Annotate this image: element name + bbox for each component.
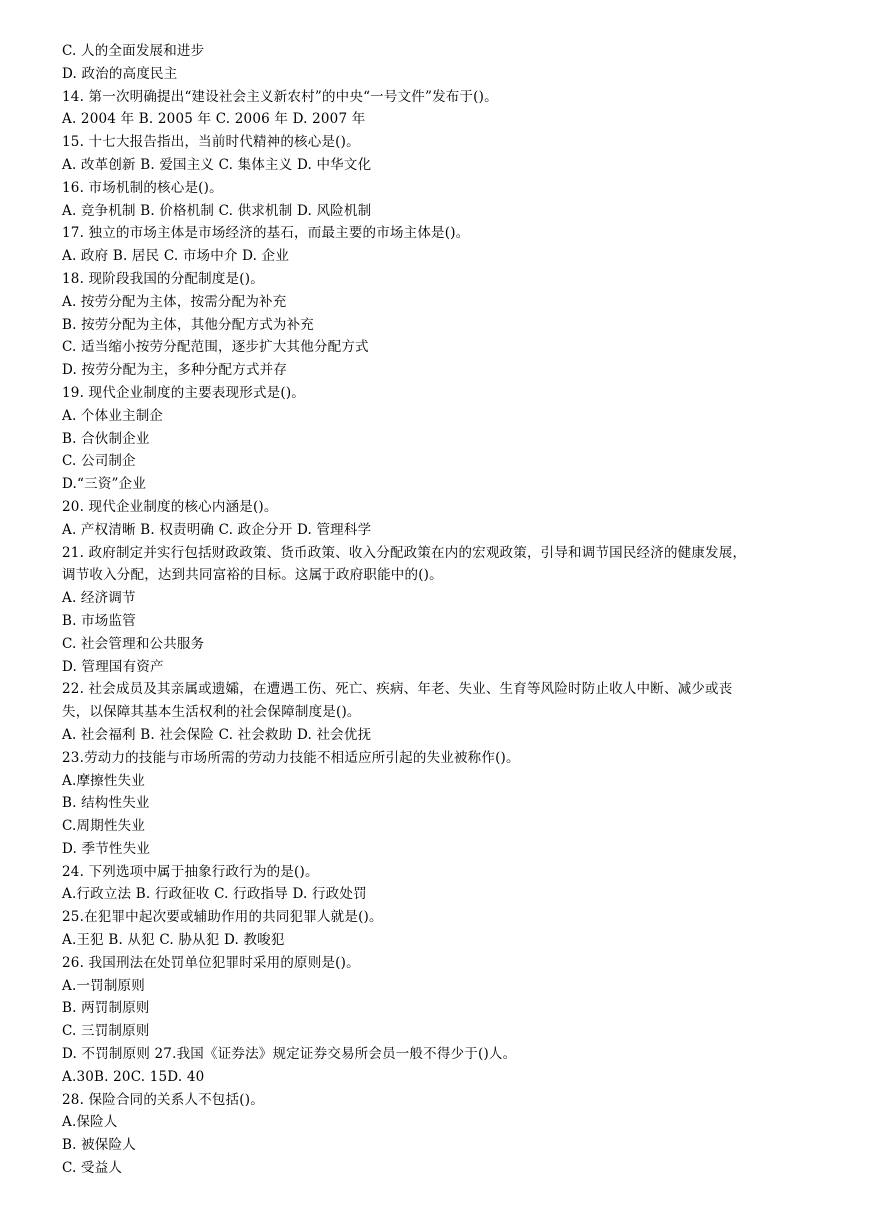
text-line: D. 按劳分配为主，多种分配方式并存 (62, 362, 288, 379)
text-line: A. 个体业主制企 (62, 407, 164, 424)
text-line: A. 社会福利 B. 社会保险 C. 社会救助 D. 社会优抚 (62, 726, 372, 743)
text-line: B. 合伙制企业 (62, 430, 150, 447)
text-line: A. 经济调节 (62, 590, 136, 607)
text-line: C. 适当缩小按劳分配范围，逐步扩大其他分配方式 (62, 339, 369, 356)
text-line: 19. 现代企业制度的主要表现形式是()。 (62, 384, 305, 401)
text-line: A.保险人 (62, 1114, 118, 1131)
text-line: B. 市场监管 (62, 612, 136, 629)
text-line: D. 不罚制原则 27.我国《证券法》规定证券交易所会员一般不得少于()人。 (62, 1046, 517, 1063)
text-line: B. 两罚制原则 (62, 1000, 150, 1017)
text-line: 26. 我国刑法在处罚单位犯罪时采用的原则是()。 (62, 954, 360, 971)
text-line: 28. 保险合同的关系人不包括()。 (62, 1091, 264, 1108)
text-line: 22. 社会成员及其亲属或遗孀，在遭遇工伤、死亡、疾病、年老、失业、生育等风险时防止收人中断、减少或丧 (62, 681, 733, 698)
text-line: D.“三资”企业 (62, 476, 147, 493)
text-line: A. 改革创新 B. 爱国主义 C. 集体主义 D. 中华文化 (62, 156, 372, 173)
text-line: 17. 独立的市场主体是市场经济的基石，而最主要的市场主体是()。 (62, 225, 470, 242)
text-line: A.摩擦性失业 (62, 772, 145, 789)
text-line: C. 受益人 (62, 1160, 123, 1177)
text-line: 调节收入分配，达到共同富裕的目标。这属于政府职能中的()。 (62, 567, 443, 584)
text-line: C. 社会管理和公共服务 (62, 635, 205, 652)
text-line: 15. 十七大报告指出，当前时代精神的核心是()。 (62, 134, 360, 151)
text-line: 14. 第一次明确提出“建设社会主义新农村”的中央“一号文件”发布于()。 (62, 88, 498, 105)
text-line: B. 被保险人 (62, 1137, 136, 1154)
text-line: 21. 政府制定并实行包括财政政策、货币政策、收入分配政策在内的宏观政策，引导和调节国民经济的健康发展， (62, 544, 747, 561)
text-line: A.一罚制原则 (62, 977, 145, 994)
text-line: D. 季节性失业 (62, 840, 151, 857)
text-line: A.30B. 20C. 15D. 40 (62, 1068, 205, 1085)
text-line: C. 三罚制原则 (62, 1023, 150, 1040)
text-line: B. 结构性失业 (62, 795, 150, 812)
document-body (62, 40, 822, 1180)
text-line: 23.劳动力的技能与市场所需的劳动力技能不相适应所引起的失业被称作()。 (62, 749, 520, 766)
text-line: C. 公司制企 (62, 453, 136, 470)
text-line: D. 管理国有资产 (62, 658, 164, 675)
text-line: A. 按劳分配为主体，按需分配为补充 (62, 293, 287, 310)
text-line: 16. 市场机制的核心是()。 (62, 179, 223, 196)
text-line: A. 竞争机制 B. 价格机制 C. 供求机制 D. 风险机制 (62, 202, 372, 219)
text-line: 失，以保障其基本生活权利的社会保障制度是()。 (62, 704, 361, 721)
text-line: A. 2004 年 B. 2005 年 C. 2006 年 D. 2007 年 (62, 111, 366, 128)
text-line: C. 人的全面发展和进步 (62, 43, 205, 59)
text-line: A.王犯 B. 从犯 C. 胁从犯 D. 教唆犯 (62, 932, 285, 949)
text-line: A. 产权清晰 B. 权责明确 C. 政企分开 D. 管理科学 (62, 521, 372, 538)
text-line: B. 按劳分配为主体，其他分配方式为补充 (62, 316, 315, 333)
text-line: 18. 现阶段我国的分配制度是()。 (62, 270, 264, 287)
text-line: D. 政治的高度民主 (62, 65, 178, 82)
text-line: 25.在犯罪中起次要或辅助作用的共同犯罪人就是()。 (62, 909, 383, 926)
text-line: 20. 现代企业制度的核心内涵是()。 (62, 498, 278, 515)
text-line: A. 政府 B. 居民 C. 市场中介 D. 企业 (62, 248, 290, 265)
text-line: C.周期性失业 (62, 818, 146, 835)
text-line: 24. 下列选项中属于抽象行政行为的是()。 (62, 863, 319, 880)
text-line: A.行政立法 B. 行政征收 C. 行政指导 D. 行政处罚 (62, 886, 367, 903)
